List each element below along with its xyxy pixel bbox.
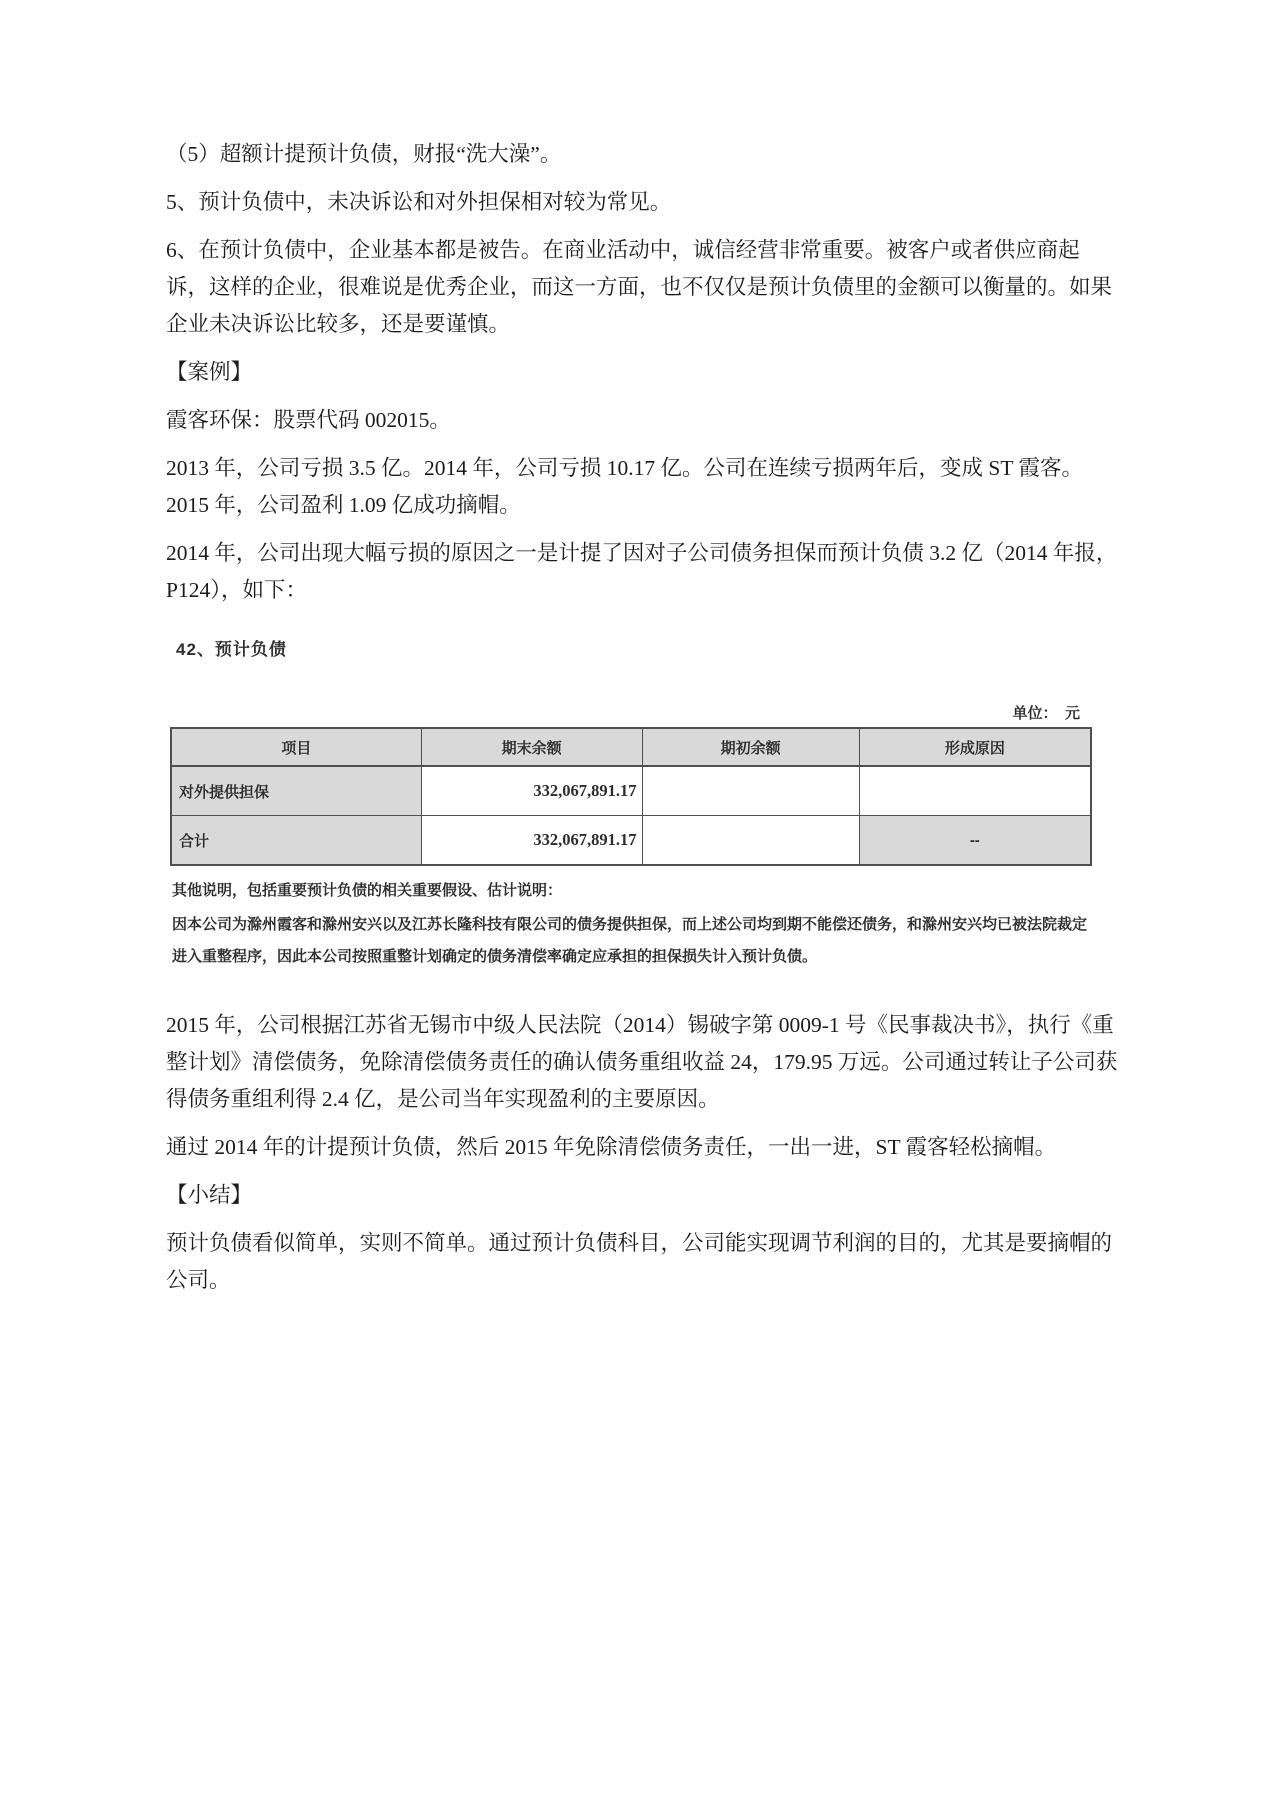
paragraph-cap-removal: 通过 2014 年的计提预计负债，然后 2015 年免除清偿债务责任，一出一进，ST 霞客轻松摘帽。 — [166, 1135, 1057, 1159]
paragraph-2015-restructuring: 2015 年，公司根据江苏省无锡市中级人民法院（2014）锡破字第 0009-1 号《民事裁决书》，执行《重整计划》清偿债务，免除清偿债务责任的确认债务重组收益 24，179.95 万远。公司通过转让子公司获得债务重组利得 2.4 亿，是公司当年实现盈利的主要原因。 — [166, 1013, 1118, 1111]
summary-heading: 【小结】 — [166, 1183, 253, 1207]
table-header-row — [171, 728, 1091, 766]
cell-ending-guarantee: 332,067,891.17 — [421, 766, 642, 816]
paragraph-provision-bigbath: （5）超额计提预计负债，财报“洗大澡”。 — [166, 142, 562, 166]
paragraph-2014-loss-reason: 2014 年，公司出现大幅亏损的原因之一是计提了因对子公司债务担保而预计负债 3.2 亿（2014 年报，P124），如下： — [166, 541, 1118, 602]
cell-beginning-total — [642, 816, 859, 866]
report-note-body: 因本公司为滁州霞客和滁州安兴以及江苏长隆科技有限公司的债务提供担保，而上述公司均到期不能偿还债务，和滁州安兴均已被法院裁定进入重整程序，因此本公司按照重整计划确定的债务清偿率确定应承担的担保损失计入预计负债。 — [172, 916, 1088, 965]
annual-report-excerpt — [170, 635, 1092, 973]
provisions-table — [170, 727, 1092, 866]
paragraph-point-5: 5、预计负债中，未决诉讼和对外担保相对较为常见。 — [166, 190, 672, 214]
report-note-title: 其他说明，包括重要预计负债的相关重要假设、估计说明： — [172, 882, 563, 899]
cell-ending-total: 332,067,891.17 — [421, 816, 642, 866]
paragraph-summary: 预计负债看似简单，实则不简单。通过预计负债科目，公司能实现调节利润的目的，尤其是要摘帽的公司。 — [166, 1231, 1113, 1292]
column-header-beginning-balance: 期初余额 — [642, 728, 859, 766]
cell-item-total: 合计 — [171, 816, 421, 866]
column-header-ending-balance: 期末余额 — [421, 728, 642, 766]
report-unit-label: 单位： 元 — [1012, 705, 1080, 722]
paragraph-point-6: 6、在预计负债中，企业基本都是被告。在商业活动中，诚信经营非常重要。被客户或者供应商起诉，这样的企业，很难说是优秀企业，而这一方面，也不仅仅是预计负债里的金额可以衡量的。如果企业未决诉讼比较多，还是要谨慎。 — [166, 238, 1113, 336]
paragraph-stock-code: 霞客环保：股票代码 002015。 — [166, 408, 451, 432]
cell-reason-total: -- — [859, 816, 1091, 866]
case-heading: 【案例】 — [166, 360, 253, 384]
cell-item-guarantee: 对外提供担保 — [171, 766, 421, 816]
paragraph-losses-history: 2013 年，公司亏损 3.5 亿。2014 年，公司亏损 10.17 亿。公司在连续亏损两年后，变成 ST 霞客。2015 年，公司盈利 1.09 亿成功摘帽。 — [166, 456, 1083, 517]
table-row-total — [171, 816, 1091, 866]
report-section-title: 42、预计负债 — [176, 640, 287, 659]
column-header-formation-reason: 形成原因 — [859, 728, 1091, 766]
table-row-external-guarantee — [171, 766, 1091, 816]
cell-beginning-guarantee — [642, 766, 859, 816]
cell-reason-guarantee — [859, 766, 1091, 816]
column-header-item: 项目 — [171, 728, 421, 766]
